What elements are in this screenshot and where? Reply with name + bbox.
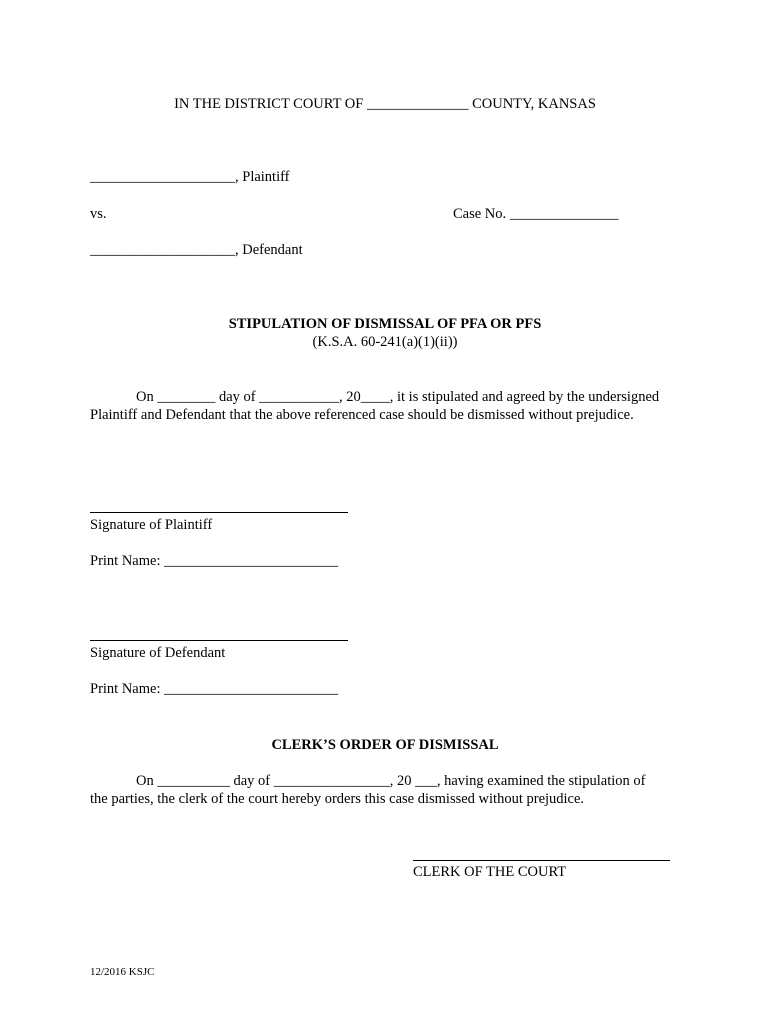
defendant-name-field[interactable]: ____________________, Defendant (90, 242, 303, 258)
clerk-signature-line[interactable] (413, 860, 670, 861)
stipulation-title: STIPULATION OF DISMISSAL OF PFA OR PFS (228, 316, 542, 332)
plaintiff-signature-line[interactable] (90, 512, 348, 513)
defendant-signature-line[interactable] (90, 640, 348, 641)
court-heading: IN THE DISTRICT COURT OF ______________ COUNTY, KANSAS (174, 96, 596, 112)
defendant-print-name-field[interactable]: Print Name: ________________________ (90, 681, 339, 697)
clerk-signature-label: CLERK OF THE COURT (413, 864, 567, 880)
clerk-order-body-line-1[interactable]: On __________ day of ________________, 20 ___, having examined the stipulation of (136, 773, 646, 789)
plaintiff-name-field[interactable]: ____________________, Plaintiff (90, 169, 290, 185)
stipulation-body-line-1[interactable]: On ________ day of ___________, 20____, it is stipulated and agreed by the undersigned (136, 389, 660, 405)
versus-label: vs. (90, 206, 107, 222)
clerk-order-body-line-2: the parties, the clerk of the court hereby orders this case dismissed without prejudice. (90, 791, 585, 807)
stipulation-body-line-2: Plaintiff and Defendant that the above referenced case should be dismissed without prejudice. (90, 407, 634, 423)
defendant-signature-label: Signature of Defendant (90, 645, 226, 661)
clerk-order-title: CLERK’S ORDER OF DISMISSAL (271, 737, 499, 753)
form-revision-footer: 12/2016 KSJC (90, 966, 155, 978)
plaintiff-print-name-field[interactable]: Print Name: ________________________ (90, 553, 339, 569)
case-number-field[interactable]: Case No. _______________ (453, 206, 619, 222)
statute-citation: (K.S.A. 60-241(a)(1)(ii)) (312, 334, 458, 350)
plaintiff-signature-label: Signature of Plaintiff (90, 517, 213, 533)
